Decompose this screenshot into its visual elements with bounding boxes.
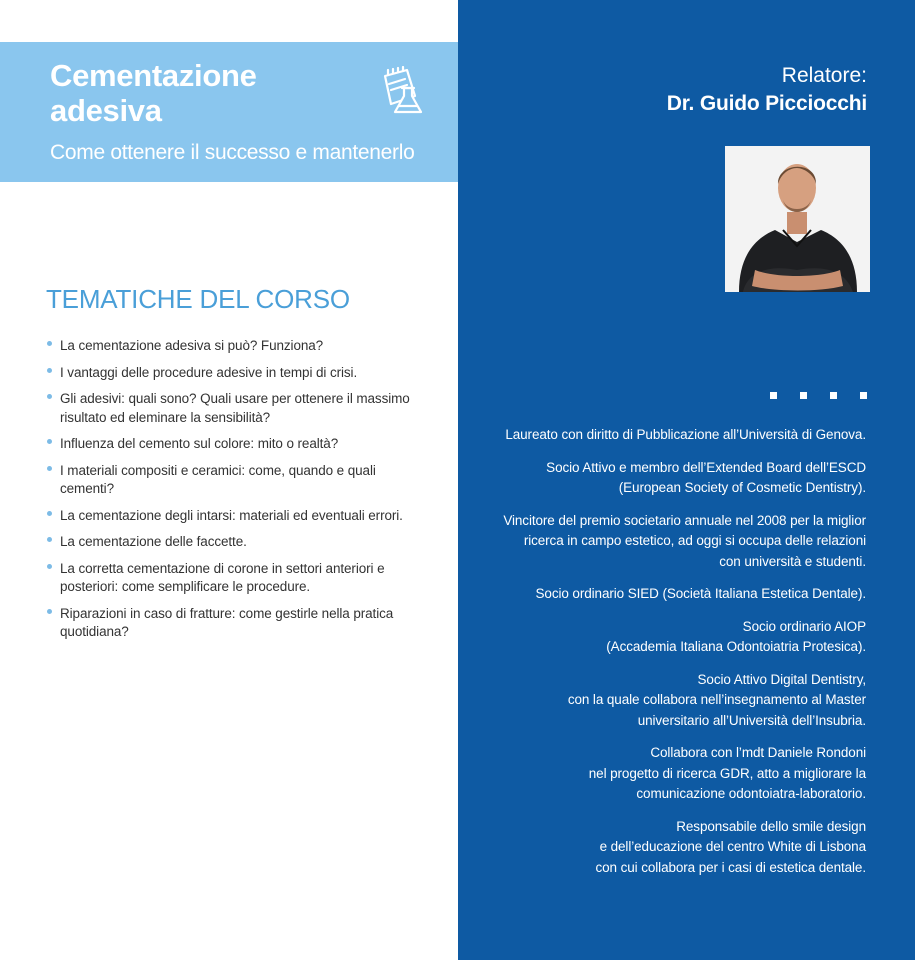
speaker-label: Relatore: [781, 64, 867, 87]
bullet-icon [47, 537, 52, 542]
topic-item: La cementazione adesiva si può? Funziona? [47, 337, 427, 356]
bullet-icon [47, 439, 52, 444]
bullet-icon [47, 511, 52, 516]
topics-list [47, 337, 427, 650]
bio-paragraph: Laureato con diritto di Pubblicazione all’Università di Genova. [505, 427, 866, 442]
bullet-icon [47, 466, 52, 471]
bullet-icon [47, 368, 52, 373]
topic-item: Riparazioni in caso di fratture: come gestirle nella pratica quotidiana? [47, 605, 427, 642]
topics-heading: TEMATICHE DEL CORSO [46, 284, 350, 314]
bio-paragraph: Vincitore del premio societario annuale nel 2008 per la miglior ricerca in campo estetico, ad oggi si occupa delle relazioni con università e studenti. [503, 512, 866, 569]
bullet-icon [47, 609, 52, 614]
speaker-name: Dr. Guido Picciocchi [666, 92, 867, 115]
flask-notepad-icon [377, 66, 425, 118]
topic-item: I materiali compositi e ceramici: come, quando e quali cementi? [47, 462, 427, 499]
dot-icon [830, 392, 837, 399]
bullet-icon [47, 341, 52, 346]
bio-paragraph: Socio Attivo e membro dell’Extended Board dell’ESCD (European Society of Cosmetic Dentistry). [546, 459, 866, 495]
dot-icon [770, 392, 777, 399]
bio-paragraph: Socio ordinario AIOP (Accademia Italiana Odontoiatria Protesica). [606, 618, 866, 654]
dot-icon [860, 392, 867, 399]
course-subtitle: Come ottenere il successo e mantenerlo [50, 141, 415, 164]
bio-paragraph: Socio ordinario SIED (Società Italiana Estetica Dentale). [535, 586, 866, 601]
speaker-portrait-icon [725, 146, 870, 292]
speaker-photo [725, 146, 870, 292]
topic-item: La corretta cementazione di corone in settori anteriori e posteriori: come semplificare le procedure. [47, 560, 427, 597]
topic-item: Gli adesivi: quali sono? Quali usare per ottenere il massimo risultato ed eleminare la sensibilità? [47, 390, 427, 427]
bullet-icon [47, 394, 52, 399]
topic-item: La cementazione degli intarsi: materiali ed eventuali errori. [47, 507, 427, 526]
bullet-icon [47, 564, 52, 569]
decorative-dots [770, 392, 867, 399]
topic-item: I vantaggi delle procedure adesive in tempi di crisi. [47, 364, 427, 383]
bio-paragraph: Socio Attivo Digital Dentistry, con la quale collabora nell’insegnamento al Master universitario all’Università dell’Insubria. [567, 671, 866, 728]
dot-icon [800, 392, 807, 399]
topic-item: La cementazione delle faccette. [47, 533, 427, 552]
topic-item: Influenza del cemento sul colore: mito o realtà? [47, 435, 427, 454]
course-title: Cementazione adesiva [50, 58, 257, 128]
bio-paragraph: Responsabile dello smile design e dell’educazione del centro White di Lisbona con cui collabora per i casi di estetica dentale. [595, 818, 866, 875]
speaker-bio [486, 425, 866, 890]
bio-paragraph: Collabora con l’mdt Daniele Rondoni nel progetto di ricerca GDR, atto a migliorare la comunicazione odontoiatra-laboratorio. [588, 745, 866, 801]
